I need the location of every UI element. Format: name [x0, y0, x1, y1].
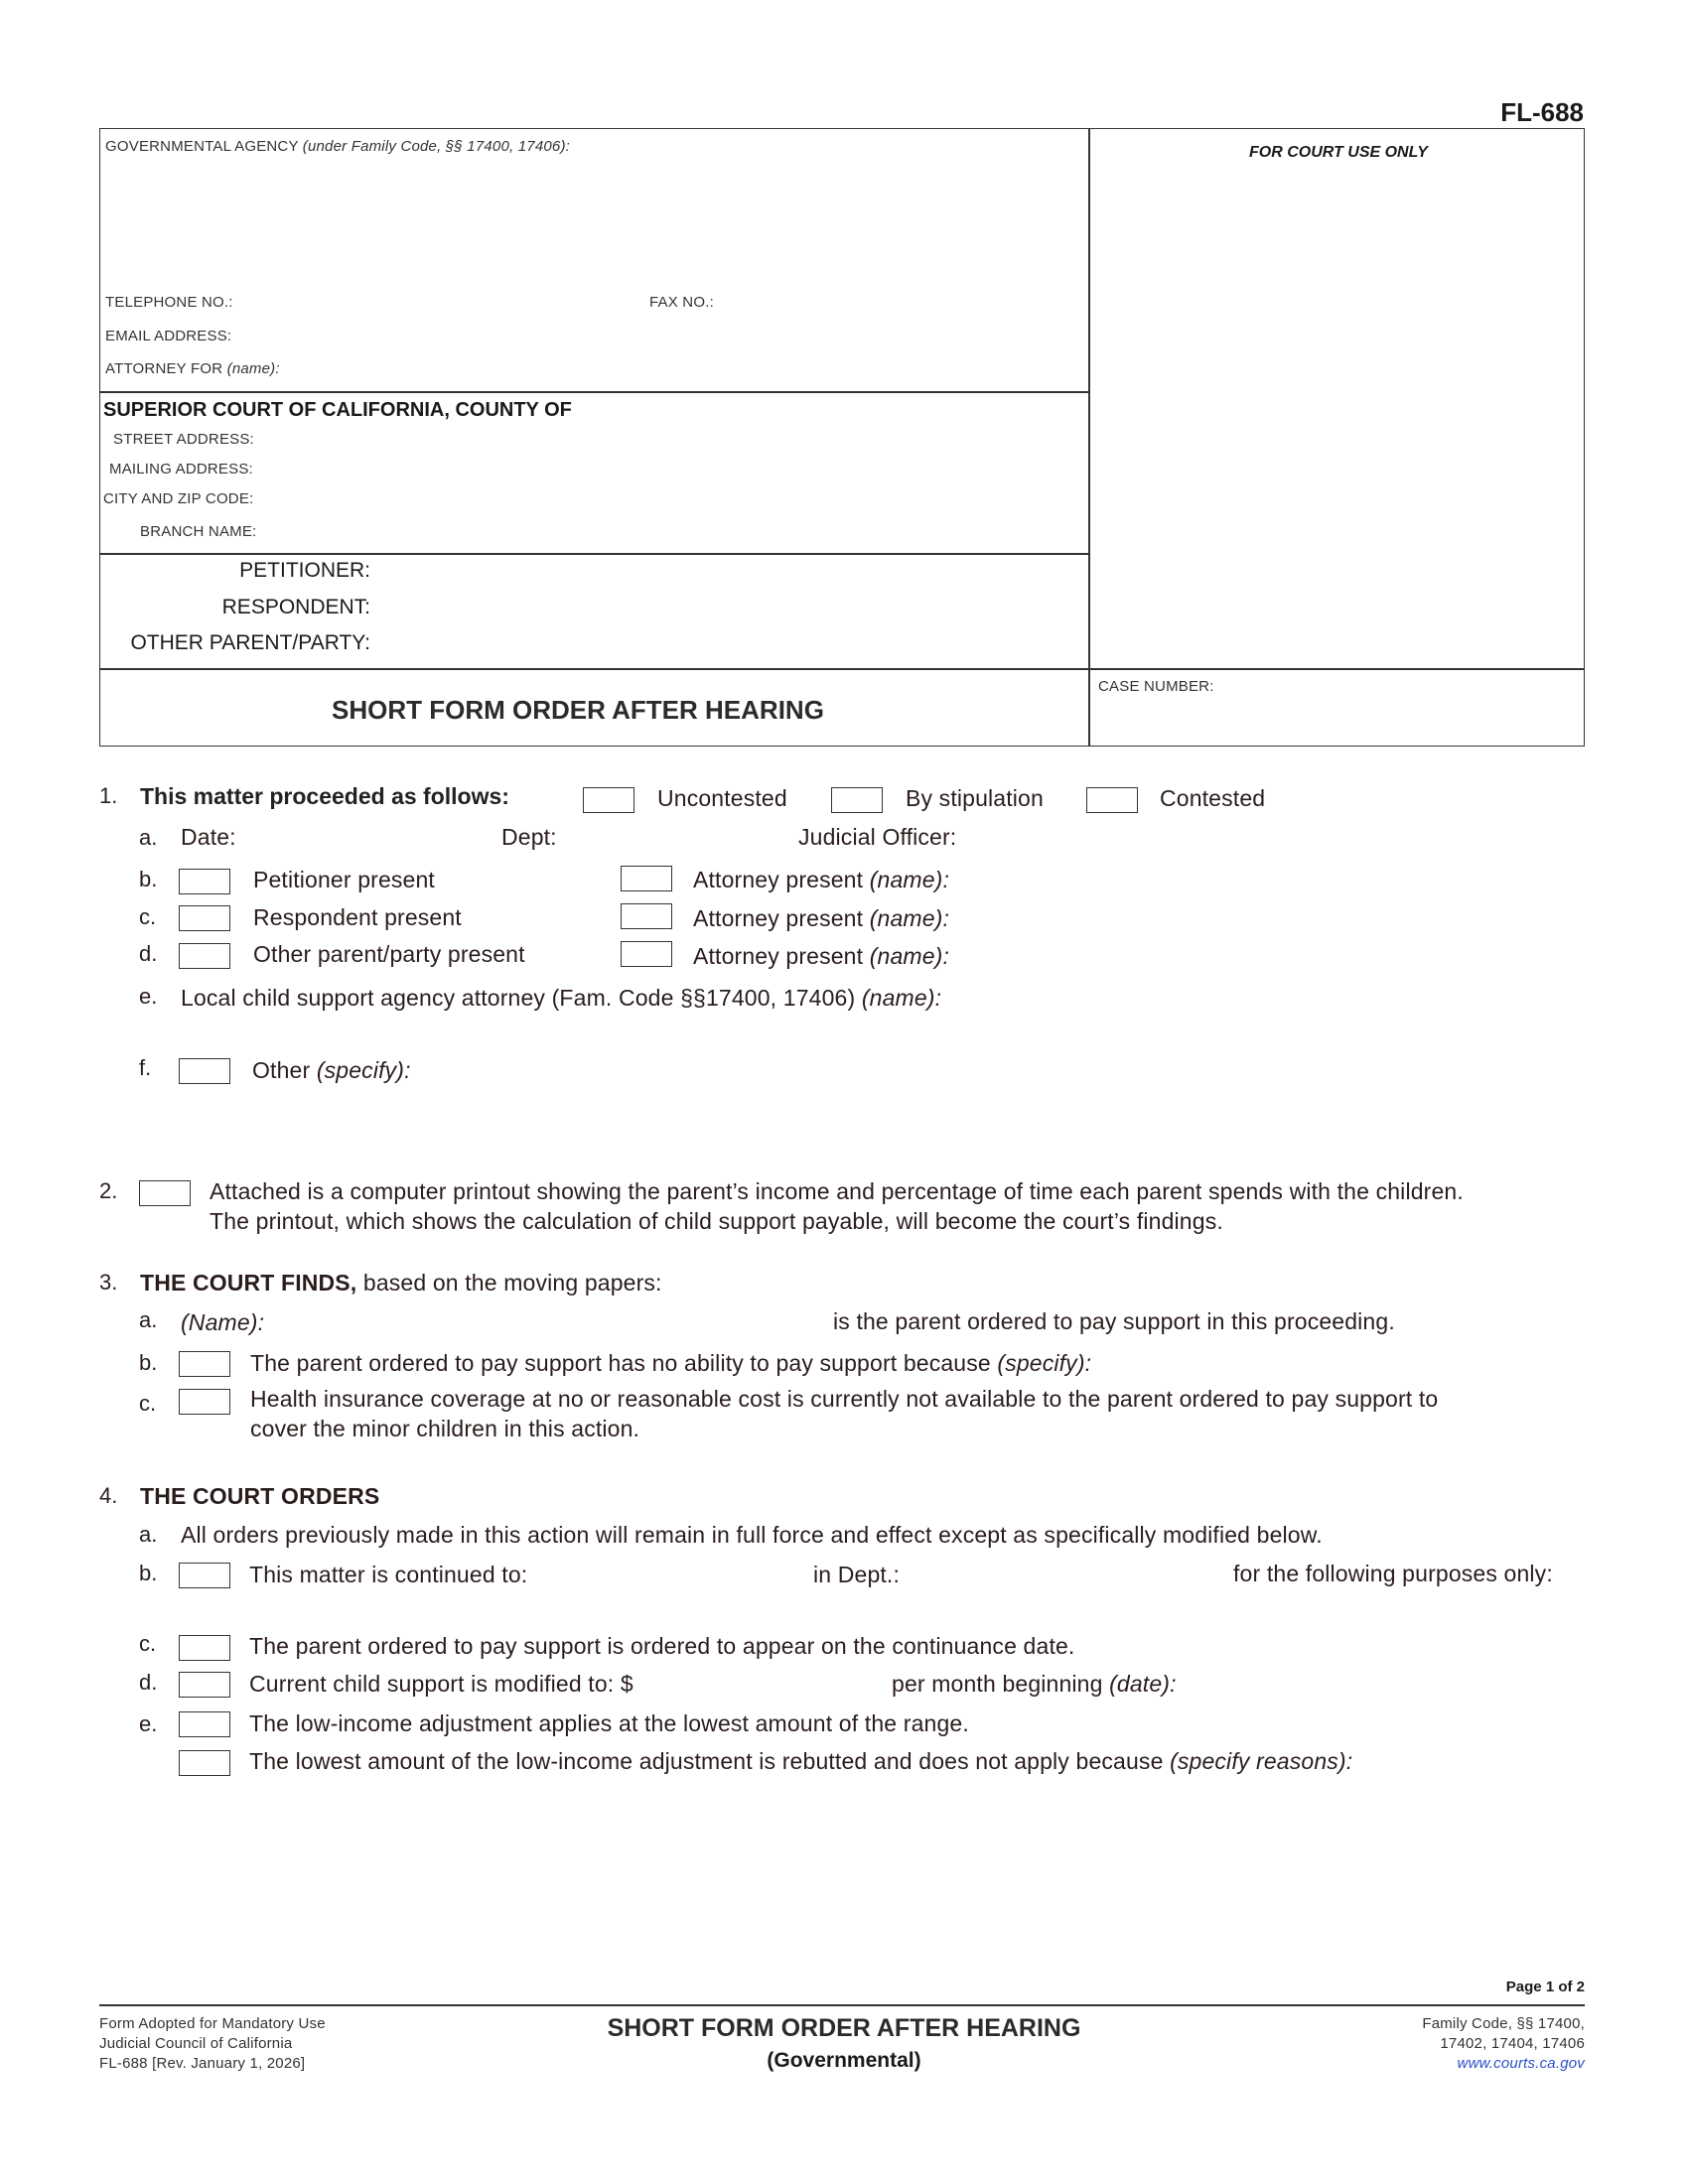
s3c-letter: c. [139, 1391, 157, 1416]
s4d-letter: d. [139, 1670, 158, 1695]
respondent-present-label: Respondent present [253, 904, 462, 930]
other-party-label: OTHER PARENT/PARTY: [130, 631, 370, 654]
s4b-letter: b. [139, 1561, 158, 1585]
attorney-for-label: ATTORNEY FOR (name): [105, 360, 280, 377]
other-party-present-checkbox[interactable] [179, 943, 230, 969]
appear-checkbox[interactable] [179, 1635, 230, 1661]
footer-adopted: Form Adopted for Mandatory Use Judicial Council of California FL-688 [Rev. January 1, 2026] [99, 2015, 326, 2072]
s4e-letter: e. [139, 1711, 158, 1736]
s1f-letter: f. [139, 1055, 152, 1080]
s4b-purpose: for the following purposes only: [1233, 1561, 1553, 1586]
s1-number: 1. [99, 783, 118, 808]
respondent-attorney-checkbox[interactable] [621, 903, 672, 929]
caption-divider-v [1088, 128, 1090, 747]
s2-line2: The printout, which shows the calculation of child support payable, will become the court’s findings. [210, 1208, 1223, 1234]
low-income-rebutted-checkbox[interactable] [179, 1750, 230, 1776]
printout-checkbox[interactable] [139, 1180, 191, 1206]
petitioner-present-checkbox[interactable] [179, 869, 230, 894]
street-label: STREET ADDRESS: [113, 431, 254, 448]
s4-number: 4. [99, 1483, 118, 1508]
other-party-present-label: Other parent/party present [253, 941, 525, 967]
contested-label: Contested [1160, 785, 1266, 811]
s4e-text2: The lowest amount of the low-income adjustment is rebutted and does not apply because (specify reasons): [249, 1748, 1353, 1774]
petitioner-attorney-checkbox[interactable] [621, 866, 672, 891]
footer-rule [99, 2004, 1585, 2006]
caption-divider-h1 [99, 391, 1089, 393]
respondent-present-checkbox[interactable] [179, 905, 230, 931]
s4a-text: All orders previously made in this action will remain in full force and effect except as specifically modified below. [181, 1522, 1323, 1548]
s4d-text: Current child support is modified to: $ [249, 1671, 633, 1697]
s4-title: THE COURT ORDERS [140, 1483, 380, 1509]
s4a-letter: a. [139, 1522, 158, 1547]
agency-label: GOVERNMENTAL AGENCY (under Family Code, §§ 17400, 17406): [105, 138, 571, 155]
s2-line1: Attached is a computer printout showing the parent’s income and percentage of time each parent spends with the children. [210, 1178, 1464, 1204]
uncontested-label: Uncontested [657, 785, 787, 811]
respondent-attorney-label: Attorney present (name): [693, 905, 950, 931]
s4c-letter: c. [139, 1631, 157, 1656]
s1a-date: Date: [181, 824, 236, 850]
other-label: Other (specify): [252, 1057, 411, 1083]
s1-title: This matter proceeded as follows: [140, 783, 509, 809]
agency-attorney-label: Local child support agency attorney (Fam. Code §§17400, 17406) (name): [181, 985, 942, 1011]
mailing-label: MAILING ADDRESS: [109, 461, 253, 478]
continued-checkbox[interactable] [179, 1563, 230, 1588]
branch-label: BRANCH NAME: [140, 523, 257, 540]
footer-subtitle: (Governmental) [767, 2049, 921, 2072]
petitioner-attorney-label: Attorney present (name): [693, 867, 950, 892]
footer-code: Family Code, §§ 17400, 17402, 17404, 17406 www.courts.ca.gov [1422, 2015, 1585, 2072]
s1d-letter: d. [139, 941, 158, 966]
contested-checkbox[interactable] [1086, 787, 1138, 813]
other-party-attorney-checkbox[interactable] [621, 941, 672, 967]
caption-divider-h2 [99, 553, 1089, 555]
s3c-line1: Health insurance coverage at no or reasonable cost is currently not available to the parent ordered to pay support to [250, 1386, 1439, 1412]
case-number-label: CASE NUMBER: [1098, 678, 1214, 695]
stipulation-checkbox[interactable] [831, 787, 883, 813]
support-modified-checkbox[interactable] [179, 1672, 230, 1698]
s3b-letter: b. [139, 1350, 158, 1375]
court-use-label: FOR COURT USE ONLY [1249, 144, 1428, 161]
s1a-officer: Judicial Officer: [798, 824, 957, 850]
uncontested-checkbox[interactable] [583, 787, 634, 813]
court-title: SUPERIOR COURT OF CALIFORNIA, COUNTY OF [103, 399, 572, 421]
footer-title: SHORT FORM ORDER AFTER HEARING [607, 2014, 1081, 2042]
s3a-letter: a. [139, 1307, 158, 1332]
s3a-name-label: (Name): [181, 1309, 265, 1335]
s1e-letter: e. [139, 984, 158, 1009]
respondent-label: RESPONDENT: [221, 596, 370, 618]
s1a-letter: a. [139, 825, 158, 850]
s4e-text1: The low-income adjustment applies at the lowest amount of the range. [249, 1710, 969, 1736]
low-income-applies-checkbox[interactable] [179, 1711, 230, 1737]
s2-number: 2. [99, 1178, 118, 1203]
s1a-dept: Dept: [501, 824, 557, 850]
other-checkbox[interactable] [179, 1058, 230, 1084]
s4d-month: per month beginning (date): [892, 1671, 1177, 1697]
form-id: FL-688 [1500, 97, 1584, 127]
s3c-line2: cover the minor children in this action. [250, 1416, 640, 1441]
city-label: CITY AND ZIP CODE: [103, 490, 254, 507]
other-party-attorney-label: Attorney present (name): [693, 943, 950, 969]
stipulation-label: By stipulation [906, 785, 1044, 811]
s1b-letter: b. [139, 867, 158, 891]
health-insurance-checkbox[interactable] [179, 1389, 230, 1415]
no-ability-checkbox[interactable] [179, 1351, 230, 1377]
s3b-text: The parent ordered to pay support has no ability to pay support because (specify): [250, 1350, 1092, 1376]
s3a-text: is the parent ordered to pay support in this proceeding. [833, 1308, 1395, 1334]
form-title: SHORT FORM ORDER AFTER HEARING [332, 695, 824, 725]
s4b-dept: in Dept.: [813, 1562, 901, 1587]
s3-number: 3. [99, 1270, 118, 1295]
caption-divider-h3 [99, 668, 1585, 670]
courts-link[interactable]: www.courts.ca.gov [1457, 2055, 1585, 2072]
page-number: Page 1 of 2 [1505, 1979, 1585, 1995]
s4c-text: The parent ordered to pay support is ordered to appear on the continuance date. [249, 1633, 1075, 1659]
s1c-letter: c. [139, 904, 157, 929]
petitioner-present-label: Petitioner present [253, 867, 435, 892]
email-label: EMAIL ADDRESS: [105, 328, 232, 344]
s4b-text: This matter is continued to: [249, 1562, 528, 1587]
s3-title: THE COURT FINDS, based on the moving papers: [140, 1270, 662, 1296]
petitioner-label: PETITIONER: [239, 559, 370, 582]
fax-label: FAX NO.: [649, 294, 714, 311]
telephone-label: TELEPHONE NO.: [105, 294, 233, 311]
